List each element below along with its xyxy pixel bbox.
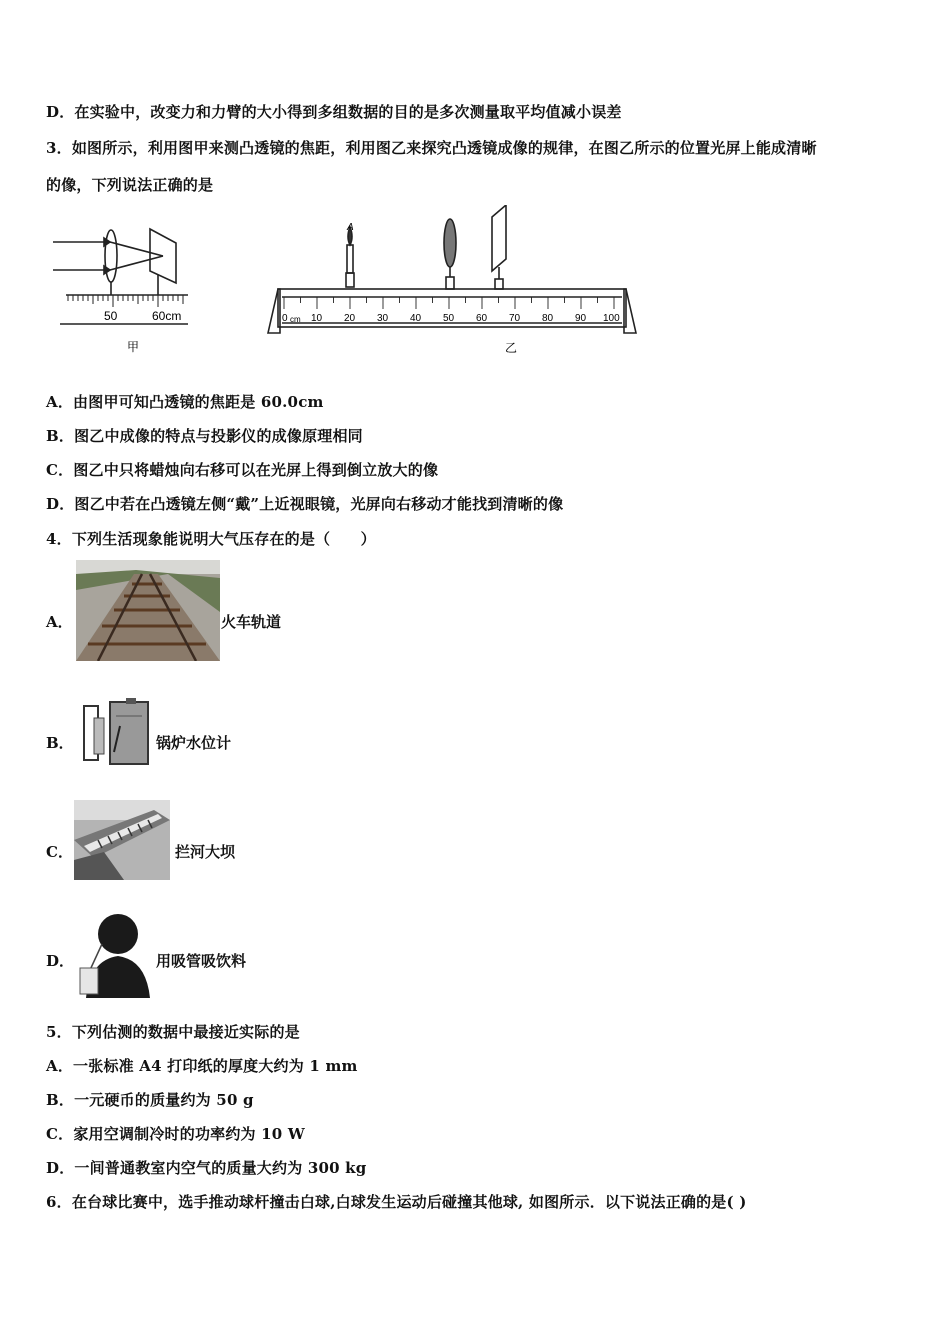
q4-option-c-letter: C． — [46, 843, 73, 861]
q5-option-d: D．一间普通教室内空气的质量大约为 300 kg — [46, 1159, 367, 1177]
railway-track-image — [76, 560, 220, 661]
q4-option-c-label: 拦河大坝 — [175, 843, 236, 861]
q3-option-c: C．图乙中只将蜡烛向右移可以在光屏上得到倒立放大的像 — [46, 461, 439, 479]
q2-option-d: D．在实验中，改变力和力臂的大小得到多组数据的目的是多次测量取平均值减小误差 — [46, 103, 622, 121]
q5-stem: 5．下列估测的数据中最接近实际的是 — [46, 1023, 300, 1041]
yi-tick-40: 40 — [410, 313, 422, 324]
boiler-water-gauge-image — [76, 696, 154, 770]
q6-stem: 6．在台球比赛中，选手推动球杆撞击白球,白球发生运动后碰撞其他球, 如图所示．以下说法正确的是( ) — [46, 1193, 747, 1211]
yi-tick-70: 70 — [509, 313, 521, 324]
yi-tick-100: 100 — [603, 313, 620, 324]
yi-tick-0: 0 — [282, 313, 288, 324]
dam-image — [74, 800, 170, 880]
jia-caption: 甲 — [127, 340, 140, 354]
figure-jia — [48, 215, 198, 360]
q3-stem-line1: 3．如图所示，利用图甲来测凸透镜的焦距，利用图乙来探究凸透镜成像的规律，在图乙所示的位置光屏上能成清晰 — [46, 139, 817, 157]
yi-tick-50: 50 — [443, 313, 455, 324]
yi-tick-30: 30 — [377, 313, 389, 324]
q3-stem-line2: 的像，下列说法正确的是 — [46, 176, 214, 194]
yi-tick-10: 10 — [311, 313, 323, 324]
jia-tick-50: 50 — [104, 309, 118, 323]
q4-option-a-label: 火车轨道 — [221, 613, 282, 631]
yi-tick-20: 20 — [344, 313, 356, 324]
yi-caption: 乙 — [505, 341, 518, 355]
yi-tick-80: 80 — [542, 313, 554, 324]
q4-option-a-letter: A． — [46, 613, 73, 631]
yi-object-label: A — [347, 222, 354, 233]
figure-yi — [258, 205, 648, 360]
yi-tick-cm: cm — [290, 315, 301, 324]
q3-option-d: D．图乙中若在凸透镜左侧“戴”上近视眼镜，光屏向右移动才能找到清晰的像 — [46, 495, 564, 513]
q5-option-b: B．一元硬币的质量约为 50 g — [46, 1091, 254, 1109]
drinking-straw-image — [76, 908, 152, 998]
q4-stem: 4．下列生活现象能说明大气压存在的是（ ） — [46, 530, 376, 548]
q5-option-a: A．一张标准 A4 打印纸的厚度大约为 1 mm — [46, 1057, 358, 1075]
q4-option-b-label: 锅炉水位计 — [156, 734, 232, 752]
yi-tick-90: 90 — [575, 313, 587, 324]
yi-tick-60: 60 — [476, 313, 488, 324]
jia-tick-60cm: 60cm — [152, 309, 182, 323]
q3-option-b: B．图乙中成像的特点与投影仪的成像原理相同 — [46, 427, 363, 445]
q4-option-d-label: 用吸管吸饮料 — [156, 952, 247, 970]
q3-option-a: A．由图甲可知凸透镜的焦距是 60.0cm — [46, 393, 324, 411]
q4-option-b-letter: B． — [46, 734, 74, 752]
q5-option-c: C．家用空调制冷时的功率约为 10 W — [46, 1125, 305, 1143]
q4-option-d-letter: D． — [46, 952, 75, 970]
